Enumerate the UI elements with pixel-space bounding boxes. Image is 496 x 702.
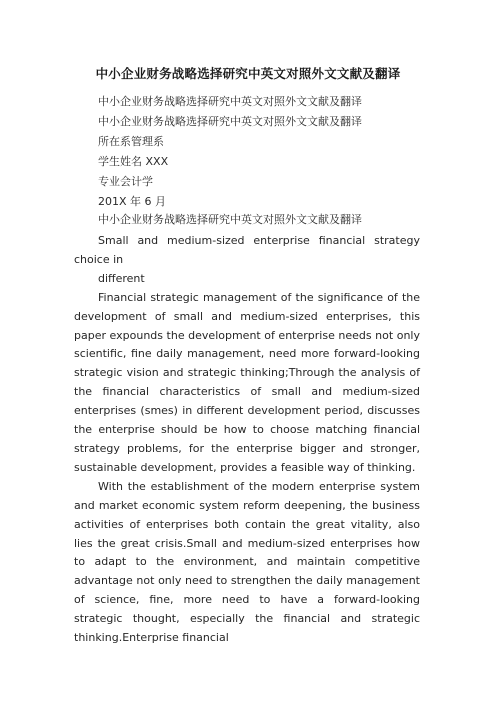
body-paragraph: With the establishment of the modern enterprise system and market economic system reform deepening, the business activities of enterprises both contain the great vitality, also lies the great crisis.Small and medium-sized enterprises how to adapt to the environment, and maintain competitive advantage not only need to strengthen the daily management of science, fine, more need to have a forward-looking strategic thought, especially the financial and strategic thinking.Enterprise financial <box>74 479 420 645</box>
document-body <box>74 232 420 648</box>
english-title-line: Small and medium-sized enterprise financial strategy choice in <box>74 234 420 266</box>
meta-line: 中小企业财务战略选择研究中英文对照外文文献及翻译 <box>98 213 362 226</box>
meta-line: 中小企业财务战略选择研究中英文对照外文文献及翻译 <box>98 95 362 108</box>
english-title-continuation: different <box>98 271 145 285</box>
meta-line-student: 学生姓名 XXX <box>98 155 169 168</box>
body-paragraph: Financial strategic management of the significance of the development of small and medium-sized enterprises, this paper expounds the development of enterprise needs not only scientific, fine daily management, need more forward-looking strategic vision and strategic thinking;Through the analysis of the financial characteristics of small and medium-sized enterprises (smes) in different development period, discusses the enterprise should be how to choose matching financial strategy problems, for the enterprise bigger and stronger, sustainable development, provides a feasible way of thinking. <box>74 290 420 474</box>
meta-line: 中小企业财务战略选择研究中英文对照外文文献及翻译 <box>98 115 362 128</box>
meta-line-major: 专业会计学 <box>98 175 153 188</box>
document-title: 中小企业财务战略选择研究中英文对照外文文献及翻译 <box>95 66 401 81</box>
meta-line-date: 201X 年 6 月 <box>98 195 167 208</box>
meta-line-department: 所在系管理系 <box>98 135 164 148</box>
